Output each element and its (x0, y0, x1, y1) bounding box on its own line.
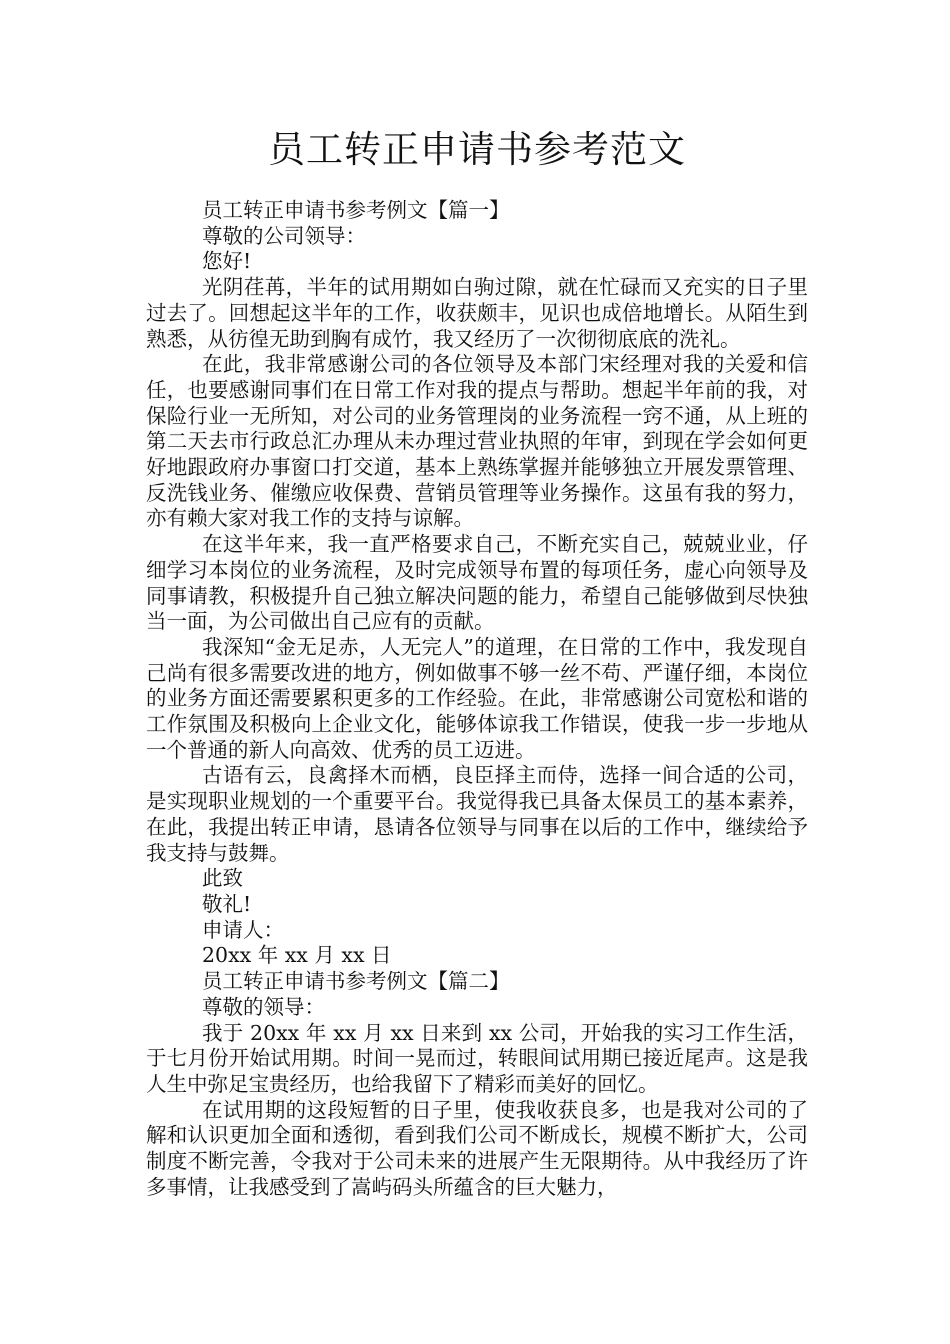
paragraph-1-4: 我深知“金无足赤，人无完人”的道理，在日常的工作中，我发现自己尚有很多需要改进的地方，例如做事不够一丝不苟、严谨仔细，本岗位的业务方面还需要累积更多的工作经验。在此，非常感谢公司宽松和谐的工作氛围及积极向上企业文化，能够体谅我工作错误，使我一步一步地从一个普通的新人向高效、优秀的员工迈进。 (146, 634, 808, 762)
closing-2: 敬礼! (202, 891, 252, 916)
section-heading-2: 员工转正申请书参考例文【篇二】 (202, 969, 510, 994)
applicant-label: 申请人： (202, 917, 284, 942)
greeting-1: 您好! (202, 249, 252, 274)
section-heading-1: 员工转正申请书参考例文【篇一】 (202, 198, 510, 222)
salutation-2: 尊敬的领导： (202, 994, 325, 1019)
paragraph-1-5: 古语有云，良禽择木而栖，良臣择主而侍，选择一间合适的公司，是实现职业规划的一个重要平台。我觉得我已具备太保员工的基本素养，在此，我提出转正申请，恳请各位领导与同事在以后的工作中，继续给予我支持与鼓舞。 (146, 763, 808, 865)
application-date: 20xx 年 xx 月 xx 日 (202, 943, 392, 968)
paragraph-1-3: 在这半年来，我一直严格要求自己，不断充实自己，兢兢业业，仔细学习本岗位的业务流程，及时完成领导布置的每项任务，虚心向领导及同事请教，积极提升自己独立解决问题的能力，希望自己能够做到尽快独当一面，为公司做出自己应有的贡献。 (146, 532, 808, 634)
closing-1: 此致 (202, 866, 243, 891)
paragraph-2-1: 我于 20xx 年 xx 月 xx 日来到 xx 公司，开始我的实习工作生活，于七月份开始试用期。时间一晃而过，转眼间试用期已接近尾声。这是我人生中弥足宝贵经历，也给我留下了精彩而美好的回忆。 (146, 1020, 808, 1096)
document-title: 员工转正申请书参考范文 (268, 128, 686, 171)
paragraph-2-2: 在试用期的这段短暂的日子里，使我收获良多，也是我对公司的了解和认识更加全面和透彻，看到我们公司不断成长，规模不断扩大，公司制度不断完善，令我对于公司未来的进展产生无限期待。从中我经历了许多事情，让我感受到了嵩屿码头所蕴含的巨大魅力， (146, 1097, 808, 1199)
paragraph-1-2: 在此，我非常感谢公司的各位领导及本部门宋经理对我的关爱和信任，也要感谢同事们在日常工作对我的提点与帮助。想起半年前的我，对保险行业一无所知，对公司的业务管理岗的业务流程一窍不通，从上班的第二天去市行政总汇办理从未办理过营业执照的年审，到现在学会如何更好地跟政府办事窗口打交道，基本上熟练掌握并能够独立开展发票管理、反洗钱业务、催缴应收保费、营销员管理等业务操作。这虽有我的努力，亦有赖大家对我工作的支持与谅解。 (146, 352, 808, 531)
paragraph-1-1: 光阴荏苒，半年的试用期如白驹过隙，就在忙碌而又充实的日子里过去了。回想起这半年的工作，收获颇丰，见识也成倍地增长。从陌生到熟悉，从彷徨无助到胸有成竹，我又经历了一次彻彻底底的洗礼。 (146, 275, 808, 351)
document-body (146, 198, 808, 1200)
salutation-1: 尊敬的公司领导： (202, 223, 366, 248)
